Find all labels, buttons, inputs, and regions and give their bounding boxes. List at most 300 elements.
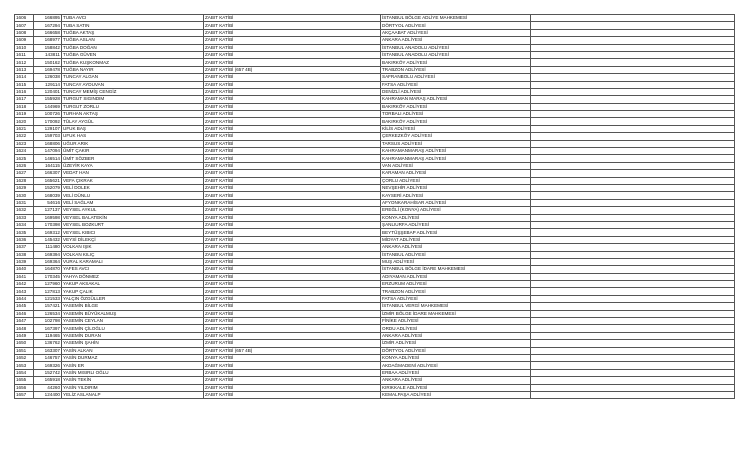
row-number-cell: 1615: [15, 81, 34, 88]
row-number-cell: 1625: [15, 155, 34, 162]
row-number-cell: 1620: [15, 118, 34, 125]
court-name-cell: İSTANBUL ADLİYESİ: [381, 251, 531, 258]
registry-number-cell: 136762: [34, 340, 62, 347]
empty-cell: [531, 81, 735, 88]
court-name-cell: EREĞLİ (KONYA) ADLİYESİ: [381, 207, 531, 214]
empty-cell: [531, 199, 735, 206]
registry-number-cell: 146757: [34, 354, 62, 361]
empty-cell: [531, 384, 735, 391]
empty-cell: [531, 162, 735, 169]
table-row: [15, 340, 735, 347]
table-row: [15, 354, 735, 361]
registry-number-cell: 126534: [34, 310, 62, 317]
court-name-cell: KİLİS ADLİYESİ: [381, 125, 531, 132]
full-name-cell: YASEMİN CEYLAN: [62, 318, 204, 325]
table-row: [15, 96, 735, 103]
court-name-cell: ÇERKEZKÖY ADLİYESİ: [381, 133, 531, 140]
registry-number-cell: 44260: [34, 384, 62, 391]
full-name-cell: VOLKAN IŞIK: [62, 244, 204, 251]
empty-cell: [531, 340, 735, 347]
full-name-cell: YASEMİN ŞAHİN: [62, 340, 204, 347]
court-name-cell: ŞANLIURFA ADLİYESİ: [381, 221, 531, 228]
empty-cell: [531, 332, 735, 339]
full-name-cell: ÜMİT SÖZBER: [62, 155, 204, 162]
full-name-cell: TUĞBA AKTAŞ: [62, 29, 204, 36]
registry-number-cell: 165918: [34, 377, 62, 384]
row-number-cell: 1650: [15, 340, 34, 347]
full-name-cell: TUBA AVCI: [62, 15, 204, 22]
empty-cell: [531, 22, 735, 29]
empty-cell: [531, 29, 735, 36]
row-number-cell: 1613: [15, 66, 34, 73]
staff-list-table: [14, 14, 735, 399]
court-name-cell: DENİZLİ ADLİYESİ: [381, 88, 531, 95]
table-row: [15, 184, 735, 191]
row-number-cell: 1631: [15, 199, 34, 206]
row-number-cell: 1646: [15, 310, 34, 317]
job-title-cell: ZABIT KATİBİ: [204, 207, 381, 214]
court-name-cell: ORDU ADLİYESİ: [381, 325, 531, 332]
court-name-cell: KEMALPAŞA ADLİYESİ: [381, 391, 531, 398]
table-row: [15, 88, 735, 95]
empty-cell: [531, 354, 735, 361]
court-name-cell: FİNİKE ADLİYESİ: [381, 318, 531, 325]
table-row: [15, 347, 735, 354]
registry-number-cell: 168977: [34, 37, 62, 44]
table-row: [15, 244, 735, 251]
job-title-cell: ZABIT KATİBİ: [204, 266, 381, 273]
table-row: [15, 66, 735, 73]
court-name-cell: FATSA ADLİYESİ: [381, 81, 531, 88]
registry-number-cell: 54616: [34, 199, 62, 206]
row-number-cell: 1648: [15, 325, 34, 332]
row-number-cell: 1624: [15, 148, 34, 155]
full-name-cell: YAKUP AKSAKAL: [62, 281, 204, 288]
empty-cell: [531, 111, 735, 118]
court-name-cell: KAHRAMANMARAŞ ADLİYESİ: [381, 155, 531, 162]
registry-number-cell: 143811: [34, 51, 62, 58]
job-title-cell: ZABIT KATİBİ: [204, 391, 381, 398]
empty-cell: [531, 214, 735, 221]
row-number-cell: 1633: [15, 214, 34, 221]
job-title-cell: ZABIT KATİBİ: [204, 199, 381, 206]
court-name-cell: DÖRTYOL ADLİYESİ: [381, 22, 531, 29]
job-title-cell: ZABIT KATİBİ: [204, 22, 381, 29]
row-number-cell: 1652: [15, 354, 34, 361]
row-number-cell: 1614: [15, 74, 34, 81]
full-name-cell: UFUK HAS: [62, 133, 204, 140]
empty-cell: [531, 103, 735, 110]
court-name-cell: ANKARA ADLİYESİ: [381, 332, 531, 339]
full-name-cell: UĞUR ARIK: [62, 140, 204, 147]
job-title-cell: ZABIT KATİBİ: [204, 384, 381, 391]
registry-number-cell: 166895: [34, 15, 62, 22]
job-title-cell: ZABIT KATİBİ: [204, 125, 381, 132]
full-name-cell: YASEMİN DURAN: [62, 332, 204, 339]
job-title-cell: ZABIT KATİBİ: [204, 184, 381, 191]
registry-number-cell: 168806: [34, 140, 62, 147]
empty-cell: [531, 369, 735, 376]
court-name-cell: MİDYAT ADLİYESİ: [381, 236, 531, 243]
full-name-cell: VEYSİ DİLEKÇİ: [62, 236, 204, 243]
table-row: [15, 59, 735, 66]
job-title-cell: ZABIT KATİBİ: [204, 44, 381, 51]
empty-cell: [531, 236, 735, 243]
full-name-cell: ÜMİT ÇAKIR: [62, 148, 204, 155]
job-title-cell: ZABIT KATİBİ: [204, 310, 381, 317]
registry-number-cell: 159703: [34, 133, 62, 140]
row-number-cell: 1629: [15, 184, 34, 191]
table-row: [15, 295, 735, 302]
empty-cell: [531, 155, 735, 162]
empty-cell: [531, 362, 735, 369]
job-title-cell: ZABIT KATİBİ: [204, 332, 381, 339]
row-number-cell: 1653: [15, 362, 34, 369]
registry-number-cell: 124400: [34, 391, 62, 398]
empty-cell: [531, 88, 735, 95]
row-number-cell: 1656: [15, 384, 34, 391]
full-name-cell: YASEMİN BÜYÜKALMUŞ: [62, 310, 204, 317]
court-name-cell: VAN ADLİYESİ: [381, 162, 531, 169]
full-name-cell: TURGUT SIGINDIM: [62, 96, 204, 103]
full-name-cell: UFUK BAŞ: [62, 125, 204, 132]
full-name-cell: VELİ DOLEK: [62, 184, 204, 191]
row-number-cell: 1622: [15, 133, 34, 140]
job-title-cell: ZABIT KATİBİ: [204, 155, 381, 162]
job-title-cell: ZABIT KATİBİ: [204, 74, 381, 81]
job-title-cell: ZABIT KATİBİ: [204, 15, 381, 22]
empty-cell: [531, 44, 735, 51]
registry-number-cell: 170398: [34, 221, 62, 228]
table-row: [15, 332, 735, 339]
table-row: [15, 221, 735, 228]
table-row: [15, 125, 735, 132]
empty-cell: [531, 96, 735, 103]
table-row: [15, 273, 735, 280]
row-number-cell: 1611: [15, 51, 34, 58]
court-name-cell: KAHRAMANMARAŞ ADLİYESİ: [381, 148, 531, 155]
court-name-cell: İZMİR ADLİYESİ: [381, 340, 531, 347]
court-name-cell: İSTANBUL VERGİ MAHKEMESİ: [381, 303, 531, 310]
table-row: [15, 288, 735, 295]
empty-cell: [531, 207, 735, 214]
court-name-cell: FATSA ADLİYESİ: [381, 295, 531, 302]
court-name-cell: İZMİR BÖLGE İDARE MAHKEMESİ: [381, 310, 531, 317]
table-row: [15, 199, 735, 206]
row-number-cell: 1643: [15, 288, 34, 295]
registry-number-cell: 169326: [34, 362, 62, 369]
full-name-cell: YASİN DURMAZ: [62, 354, 204, 361]
table-row: [15, 384, 735, 391]
job-title-cell: ZABIT KATİBİ: [204, 229, 381, 236]
registry-number-cell: 166658: [34, 29, 62, 36]
registry-number-cell: 119465: [34, 332, 62, 339]
row-number-cell: 1651: [15, 347, 34, 354]
registry-number-cell: 121533: [34, 295, 62, 302]
row-number-cell: 1635: [15, 229, 34, 236]
court-name-cell: BEYTÜŞŞEBAP ADLİYESİ: [381, 229, 531, 236]
empty-cell: [531, 288, 735, 295]
row-number-cell: 1657: [15, 391, 34, 398]
table-row: [15, 162, 735, 169]
court-name-cell: İSTANBUL BÖLGE İDARE MAHKEMESİ: [381, 266, 531, 273]
table-row: [15, 15, 735, 22]
registry-number-cell: 111480: [34, 244, 62, 251]
empty-cell: [531, 221, 735, 228]
job-title-cell: ZABIT KATİBİ: [204, 236, 381, 243]
table-row: [15, 140, 735, 147]
job-title-cell: ZABIT KATİBİ: [204, 273, 381, 280]
row-number-cell: 1628: [15, 177, 34, 184]
court-name-cell: KARAMAN ADLİYESİ: [381, 170, 531, 177]
table-row: [15, 177, 735, 184]
court-name-cell: ERZURUM ADLİYESİ: [381, 281, 531, 288]
court-name-cell: TARSUS ADLİYESİ: [381, 140, 531, 147]
registry-number-cell: 144969: [34, 103, 62, 110]
registry-number-cell: 129114: [34, 81, 62, 88]
row-number-cell: 1626: [15, 162, 34, 169]
registry-number-cell: 169312: [34, 229, 62, 236]
job-title-cell: ZABIT KATİBİ: [204, 192, 381, 199]
court-name-cell: ANKARA ADLİYESİ: [381, 244, 531, 251]
table-row: [15, 103, 735, 110]
empty-cell: [531, 273, 735, 280]
court-name-cell: BAKIRKÖY ADLİYESİ: [381, 59, 531, 66]
empty-cell: [531, 177, 735, 184]
table-row: [15, 258, 735, 265]
job-title-cell: ZABIT KATİBİ: [204, 251, 381, 258]
job-title-cell: ZABIT KATİBİ: [204, 103, 381, 110]
staff-list-body: [15, 15, 735, 399]
empty-cell: [531, 15, 735, 22]
job-title-cell: ZABIT KATİBİ: [204, 29, 381, 36]
table-row: [15, 303, 735, 310]
job-title-cell: ZABIT KATİBİ: [204, 96, 381, 103]
court-name-cell: AKÇAABAT ADLİYESİ: [381, 29, 531, 36]
court-name-cell: KONYA ADLİYESİ: [381, 354, 531, 361]
court-name-cell: AFYONKARAHİSAR ADLİYESİ: [381, 199, 531, 206]
court-name-cell: DÖRTYOL ADLİYESİ: [381, 347, 531, 354]
full-name-cell: TURHAN AKTAŞ: [62, 111, 204, 118]
registry-number-cell: 126038: [34, 74, 62, 81]
job-title-cell: ZABIT KATİBİ: [204, 303, 381, 310]
table-row: [15, 251, 735, 258]
registry-number-cell: 170345: [34, 273, 62, 280]
table-row: [15, 37, 735, 44]
empty-cell: [531, 184, 735, 191]
job-title-cell: ZABIT KATİBİ: [204, 59, 381, 66]
job-title-cell: ZABIT KATİBİ: [204, 340, 381, 347]
job-title-cell: ZABIT KATİBİ: [204, 288, 381, 295]
full-name-cell: YASİN ALKAN: [62, 347, 204, 354]
full-name-cell: YASİN MISIRLI OĞLU: [62, 369, 204, 376]
full-name-cell: YAHYA DÖNMEZ: [62, 273, 204, 280]
row-number-cell: 1655: [15, 377, 34, 384]
full-name-cell: TÜLAY AYGÜL: [62, 118, 204, 125]
row-number-cell: 1608: [15, 29, 34, 36]
registry-number-cell: 127813: [34, 288, 62, 295]
court-name-cell: TRABZON ADLİYESİ: [381, 66, 531, 73]
empty-cell: [531, 281, 735, 288]
court-name-cell: ERBAA ADLİYESİ: [381, 369, 531, 376]
table-row: [15, 118, 735, 125]
table-row: [15, 369, 735, 376]
empty-cell: [531, 51, 735, 58]
registry-number-cell: 166307: [34, 170, 62, 177]
table-row: [15, 29, 735, 36]
full-name-cell: VEYSEL AYKUL: [62, 207, 204, 214]
full-name-cell: TUĞBA KUŞKONMAZ: [62, 59, 204, 66]
row-number-cell: 1632: [15, 207, 34, 214]
registry-number-cell: 145432: [34, 236, 62, 243]
row-number-cell: 1612: [15, 59, 34, 66]
full-name-cell: ÜZEYİR KAYA: [62, 162, 204, 169]
job-title-cell: ZABIT KATİBİ: [204, 221, 381, 228]
job-title-cell: ZABIT KATİBİ: [204, 318, 381, 325]
registry-number-cell: 157421: [34, 303, 62, 310]
empty-cell: [531, 318, 735, 325]
full-name-cell: YASİN TEKİN: [62, 377, 204, 384]
empty-cell: [531, 59, 735, 66]
job-title-cell: ZABIT KATİBİ: [204, 362, 381, 369]
empty-cell: [531, 66, 735, 73]
full-name-cell: VEYSEL BOZKURT: [62, 221, 204, 228]
table-row: [15, 170, 735, 177]
registry-number-cell: 164870: [34, 266, 62, 273]
table-row: [15, 81, 735, 88]
table-row: [15, 111, 735, 118]
court-name-cell: TRABZON ADLİYESİ: [381, 288, 531, 295]
job-title-cell: ZABIT KATİBİ: [204, 369, 381, 376]
empty-cell: [531, 325, 735, 332]
row-number-cell: 1609: [15, 37, 34, 44]
job-title-cell: ZABIT KATİBİ: [204, 377, 381, 384]
row-number-cell: 1630: [15, 192, 34, 199]
table-row: [15, 22, 735, 29]
registry-number-cell: 146514: [34, 155, 62, 162]
job-title-cell: ZABIT KATİBİ: [204, 118, 381, 125]
table-row: [15, 155, 735, 162]
row-number-cell: 1607: [15, 22, 34, 29]
row-number-cell: 1638: [15, 251, 34, 258]
table-row: [15, 391, 735, 398]
job-title-cell: ZABIT KATİBİ: [204, 295, 381, 302]
table-row: [15, 281, 735, 288]
job-title-cell: ZABIT KATİBİ: [204, 133, 381, 140]
row-number-cell: 1642: [15, 281, 34, 288]
registry-number-cell: 167397: [34, 325, 62, 332]
full-name-cell: YAFES AVCI: [62, 266, 204, 273]
court-name-cell: BAKIRKÖY ADLİYESİ: [381, 103, 531, 110]
court-name-cell: MUŞ ADLİYESİ: [381, 258, 531, 265]
court-name-cell: NEVŞEHİR ADLİYESİ: [381, 184, 531, 191]
job-title-cell: ZABIT KATİBİ (657 4B): [204, 347, 381, 354]
court-name-cell: ANKARA ADLİYESİ: [381, 37, 531, 44]
registry-number-cell: 152742: [34, 369, 62, 376]
job-title-cell: ZABIT KATİBİ: [204, 162, 381, 169]
job-title-cell: ZABIT KATİBİ: [204, 244, 381, 251]
empty-cell: [531, 303, 735, 310]
court-name-cell: AKDAĞMADENİ ADLİYESİ: [381, 362, 531, 369]
row-number-cell: 1618: [15, 103, 34, 110]
row-number-cell: 1619: [15, 111, 34, 118]
empty-cell: [531, 125, 735, 132]
registry-number-cell: 169364: [34, 258, 62, 265]
registry-number-cell: 120401: [34, 88, 62, 95]
full-name-cell: TUNCAY ALGAN: [62, 74, 204, 81]
row-number-cell: 1644: [15, 295, 34, 302]
row-number-cell: 1621: [15, 125, 34, 132]
full-name-cell: TUĞBA NAYIR: [62, 66, 204, 73]
registry-number-cell: 129107: [34, 125, 62, 132]
row-number-cell: 1641: [15, 273, 34, 280]
registry-number-cell: 147094: [34, 148, 62, 155]
court-name-cell: SAFRANBOLU ADLİYESİ: [381, 74, 531, 81]
empty-cell: [531, 148, 735, 155]
job-title-cell: ZABIT KATİBİ (657 4B): [204, 66, 381, 73]
job-title-cell: ZABIT KATİBİ: [204, 170, 381, 177]
table-row: [15, 266, 735, 273]
empty-cell: [531, 37, 735, 44]
court-name-cell: KAYSERİ ADLİYESİ: [381, 192, 531, 199]
full-name-cell: VEDAT HAN: [62, 170, 204, 177]
full-name-cell: YASEMİN BİLGE: [62, 303, 204, 310]
table-row: [15, 214, 735, 221]
full-name-cell: YASİN YILDIRIM: [62, 384, 204, 391]
table-row: [15, 51, 735, 58]
court-name-cell: ÇORLU ADLİYESİ: [381, 177, 531, 184]
registry-number-cell: 165621: [34, 177, 62, 184]
full-name-cell: TUĞBA GÜVEN: [62, 51, 204, 58]
court-name-cell: İSTANBUL BÖLGE ADLİYE MAHKEMESİ: [381, 15, 531, 22]
job-title-cell: ZABIT KATİBİ: [204, 88, 381, 95]
job-title-cell: ZABIT KATİBİ: [204, 148, 381, 155]
empty-cell: [531, 118, 735, 125]
full-name-cell: YELİZ ASLANALP: [62, 391, 204, 398]
table-row: [15, 236, 735, 243]
empty-cell: [531, 170, 735, 177]
table-row: [15, 207, 735, 214]
registry-number-cell: 164115: [34, 162, 62, 169]
table-row: [15, 377, 735, 384]
full-name-cell: VELİ SAĞLAM: [62, 199, 204, 206]
row-number-cell: 1636: [15, 236, 34, 243]
row-number-cell: 1627: [15, 170, 34, 177]
full-name-cell: YAKUP ÇALIK: [62, 288, 204, 295]
registry-number-cell: 100726: [34, 111, 62, 118]
registry-number-cell: 155928: [34, 96, 62, 103]
table-row: [15, 318, 735, 325]
empty-cell: [531, 192, 735, 199]
full-name-cell: TURGUT ZORLU: [62, 103, 204, 110]
row-number-cell: 1606: [15, 15, 34, 22]
full-name-cell: TUNCAY AYDUVAN: [62, 81, 204, 88]
full-name-cell: VEYSEL BALATEKİN: [62, 214, 204, 221]
registry-number-cell: 150162: [34, 59, 62, 66]
registry-number-cell: 158842: [34, 44, 62, 51]
registry-number-cell: 167294: [34, 22, 62, 29]
empty-cell: [531, 133, 735, 140]
empty-cell: [531, 244, 735, 251]
registry-number-cell: 170092: [34, 118, 62, 125]
row-number-cell: 1623: [15, 140, 34, 147]
full-name-cell: VELİ DÜNLU: [62, 192, 204, 199]
table-row: [15, 148, 735, 155]
table-row: [15, 74, 735, 81]
registry-number-cell: 169478: [34, 66, 62, 73]
empty-cell: [531, 391, 735, 398]
table-row: [15, 44, 735, 51]
